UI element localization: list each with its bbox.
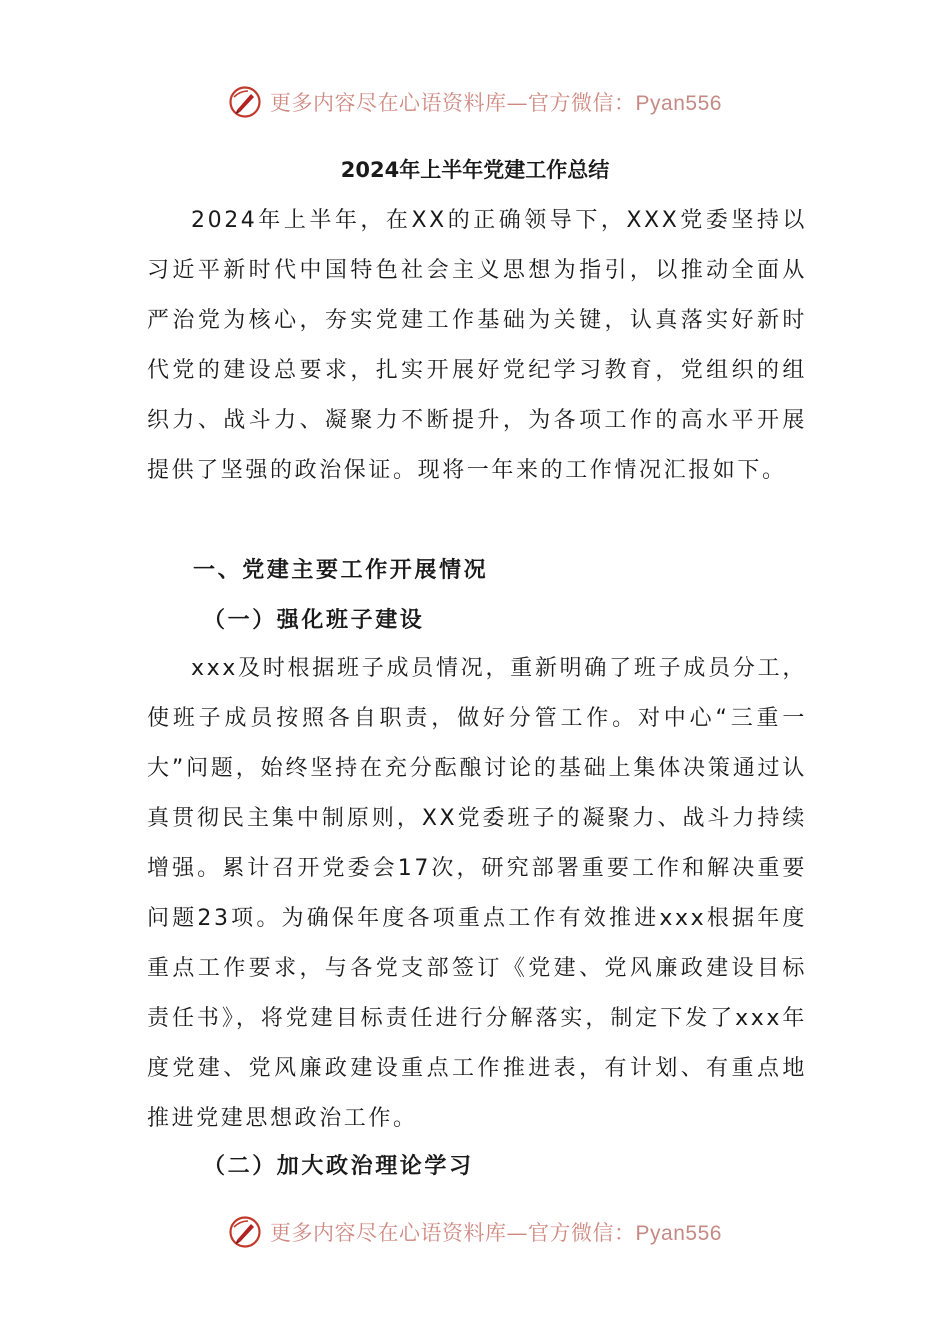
watermark-text: 更多内容尽在心语资料库—官方微信：Pyan556	[270, 1221, 722, 1245]
intro-paragraph: 2024年上半年，在XX的正确领导下，XXX党委坚持以习近平新时代中国特色社会主义思想为指引，以推动全面从严治党为核心，夯实党建工作基础为关键，认真落实好新时代党的建设总要求，扎实开展好党纪学习教育，党组织的组织力、战斗力、凝聚力不断提升，为各项工作的高水平开展提供了坚强的政治保证。现将一年来的工作情况汇报如下。	[147, 208, 807, 483]
subsection-heading-1: （一）强化班子建设	[203, 608, 425, 633]
subsection-heading-2: （二）加大政治理论学习	[203, 1154, 474, 1179]
pen-logo-icon	[228, 1215, 262, 1249]
watermark-footer	[0, 1212, 950, 1252]
document-title: 2024年上半年党建工作总结	[340, 158, 610, 182]
watermark-wechat-id: Pyan556	[635, 92, 722, 115]
watermark-header	[0, 82, 950, 122]
subsection-1-paragraph: xxx及时根据班子成员情况，重新明确了班子成员分工，使班子成员按照各自职责，做好分管工作。对中心“三重一大”问题，始终坚持在充分酝酿讨论的基础上集体决策通过认真贯彻民主集中制原则，XX党委班子的凝聚力、战斗力持续增强。累计召开党委会17次，研究部署重要工作和解决重要问题23项。为确保年度各项重点工作有效推进xxx根据年度重点工作要求，与各党支部签订《党建、党风廉政建设目标责任书》，将党建目标责任进行分解落实，制定下发了xxx年度党建、党风廉政建设重点工作推进表，有计划、有重点地推进党建思想政治工作。	[147, 656, 807, 1131]
pen-logo-icon	[228, 85, 262, 119]
section-heading-1: 一、党建主要工作开展情况	[193, 558, 489, 583]
watermark-wechat-id: Pyan556	[635, 1222, 722, 1245]
watermark-text: 更多内容尽在心语资料库—官方微信：Pyan556	[270, 91, 722, 115]
